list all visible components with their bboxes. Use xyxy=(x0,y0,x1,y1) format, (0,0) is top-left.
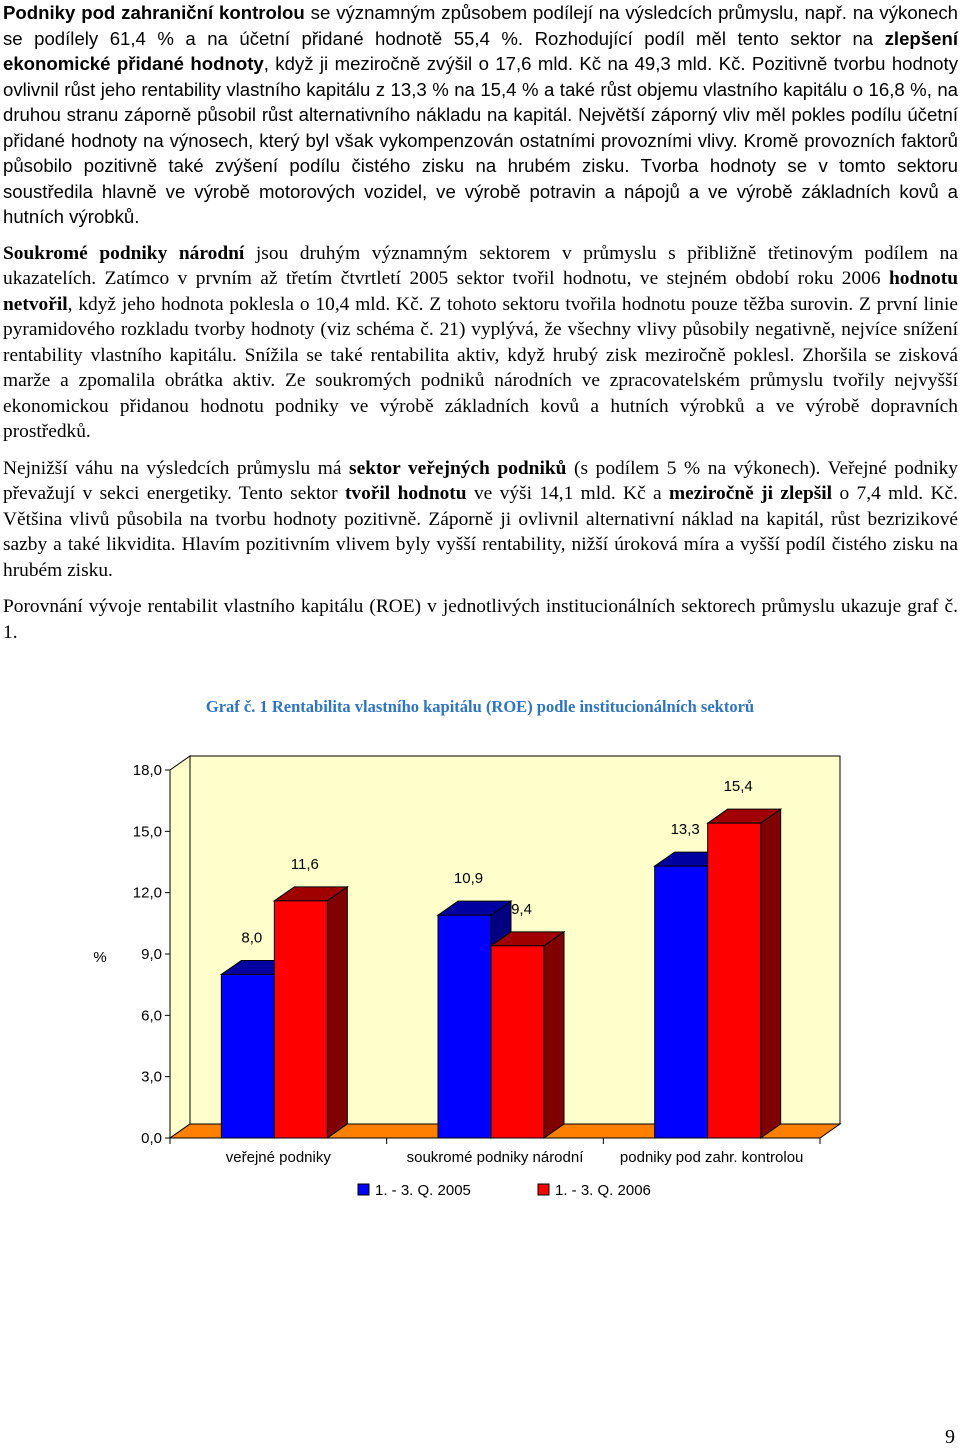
bar xyxy=(274,901,327,1138)
text-run: se významným způsobem podílejí na výsledcích průmyslu, např. na výkonech se podílely 61,4 % a na účetní přidané hodnotě 55,4 %. Rozhodující podíl měl tento sektor na xyxy=(3,2,958,49)
y-tick-label: 0,0 xyxy=(141,1130,162,1147)
bar-side xyxy=(544,932,564,1138)
data-label: 15,4 xyxy=(723,778,753,796)
legend-label: 1. - 3. Q. 2005 xyxy=(375,1182,471,1199)
legend-swatch xyxy=(358,1184,369,1195)
text-run: ve výši 14,1 mld. Kč a xyxy=(466,483,670,504)
bar xyxy=(438,915,491,1138)
roe-bar-chart xyxy=(0,740,960,1220)
bold-text-run: tvořil hodnotu xyxy=(344,483,467,504)
bar-side xyxy=(761,809,781,1138)
bar xyxy=(221,974,274,1138)
y-tick-label: 12,0 xyxy=(132,884,162,902)
bold-text-run: hodnotu netvořil xyxy=(3,268,958,315)
category-label: soukromé podniky národní xyxy=(406,1149,584,1166)
legend-label: 1. - 3. Q. 2006 xyxy=(555,1182,651,1199)
bold-text-run: meziročně ji zlepšil xyxy=(669,483,833,504)
text-run: (s podílem 5 % na výkonech). Veřejné podniky převažují v sekci energetiky. Tento sektor xyxy=(3,457,958,504)
text-run: o 7,4 mld. Kč. Většina vlivů působila na tvorbu hodnoty pozitivně. Záporně ji ovlivnil alternativní náklad na kapitál, růst bezrizikové sazby a také likvidita. Hlavím pozitivním vlivem byly vyšší rentability, nižší úroková míra a vyšší podíl čistého zisku na hrubém zisku. xyxy=(3,483,958,581)
category-label: podniky pod zahr. kontrolou xyxy=(619,1149,804,1166)
bold-text-run: Podniky pod zahraniční kontrolou xyxy=(3,2,305,23)
text-run: , když jeho hodnota poklesla o 10,4 mld. Kč. Z tohoto sektoru tvořila hodnotu pouze těžba surovin. Z první linie pyramidového rozkladu tvorby hodnoty (viz schéma č. 21) vyplývá, že všechny vlivy působily negativně, nejvíce snížení rentability vlastního kapitálu. Snížila se také rentabilita aktiv, když hrubý zisk meziročně poklesl. Zhoršila se zisková marže a zpomalila obrátka aktiv. Ze soukromých podniků národních ve zpracovatelském průmyslu tvořily nejvyšší ekonomickou přidanou hodnotu podniky ve výrobě základních kovů a hutních výrobků a ve výrobě dopravních prostředků. xyxy=(3,293,958,442)
bar-side xyxy=(327,887,347,1138)
bar xyxy=(655,866,708,1138)
text-run: , když ji meziročně zvýšil o 17,6 mld. Kč na 49,3 mld. Kč. Pozitivně tvorbu hodnoty ovlivnil růst jeho rentability vlastního kapitálu z 13,3 % na 15,4 % a také růst objemu vlastního kapitálu o 16,8 %, na druhou stranu záporně působil růst alternativního nákladu na kapitál. Největší záporný vliv měl pokles podílu účetní přidané hodnoty na výnosech, který byl však vykompenzován ostatními provozními vlivy. Kromě provozních faktorů působilo pozitivně také zvýšení podílu čistého zisku na hrubém zisku. Tvorba hodnoty se v tomto sektoru soustředila hlavně ve výrobě motorových vozidel, ve výrobě potravin a nápojů a ve výrobě základních kovů a hutních výrobků. xyxy=(3,53,958,227)
data-label: 10,9 xyxy=(453,870,484,888)
y-tick-label: 15,0 xyxy=(132,823,162,841)
y-tick-label: 3,0 xyxy=(141,1068,162,1086)
data-label: 13,3 xyxy=(670,821,700,839)
y-tick-label: 18,0 xyxy=(132,762,162,779)
text-run: Porovnání vývoje rentabilit vlastního kapitálu (ROE) v jednotlivých institucionálních sektorech průmyslu ukazuje graf č. 1. xyxy=(3,596,958,643)
data-label: 11,6 xyxy=(290,855,319,873)
text-run: Nejnižší váhu na výsledcích průmyslu má xyxy=(3,457,350,479)
bar xyxy=(708,823,761,1138)
bar xyxy=(491,946,544,1138)
page-number: 9 xyxy=(945,1426,955,1448)
body-text xyxy=(3,0,958,656)
paragraph-foreign-controlled xyxy=(3,0,958,230)
y-axis-label: % xyxy=(93,949,107,966)
paragraph-public xyxy=(3,456,958,584)
legend-swatch xyxy=(538,1184,549,1195)
y-tick-label: 9,0 xyxy=(141,946,162,963)
bold-text-run: Soukromé podniky národní xyxy=(3,242,245,264)
category-label: veřejné podniky xyxy=(225,1149,331,1166)
paragraph-private-national xyxy=(3,241,958,445)
text-run: jsou druhým významným sektorem v průmyslu s přibližně třetinovým podílem na ukazatelích. Zatímco v prvním až třetím čtvrtletí 2005 sektor tvořil hodnotu, ve stejném období roku 2006 xyxy=(3,242,958,289)
bold-text-run: sektor veřejných podniků xyxy=(349,457,567,479)
data-label: 9,4 xyxy=(511,900,532,918)
y-tick-label: 6,0 xyxy=(141,1007,162,1025)
chart-title: Graf č. 1 Rentabilita vlastního kapitálu (ROE) podle institucionálních sektorů xyxy=(205,697,755,716)
data-label: 8,0 xyxy=(241,929,263,947)
chart-side-wall xyxy=(170,756,190,1138)
bold-text-run: zlepšení ekonomické přidané hodnoty xyxy=(3,27,958,74)
paragraph-roe-comparison xyxy=(3,594,958,645)
